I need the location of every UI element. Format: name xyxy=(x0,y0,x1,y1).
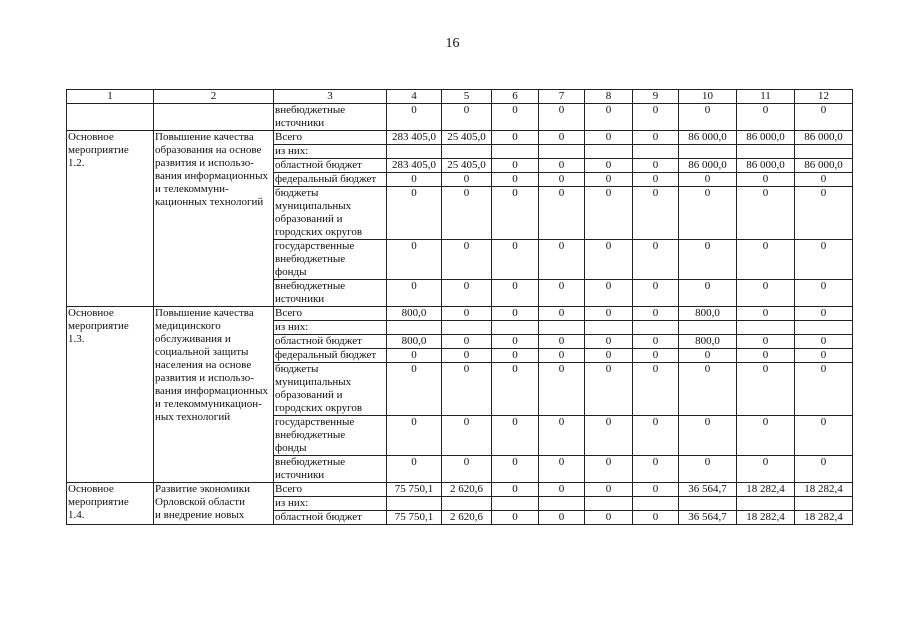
value-cell xyxy=(492,145,539,159)
value-cell xyxy=(492,497,539,511)
value-cell: 0 xyxy=(737,335,795,349)
value-cell: 0 xyxy=(633,363,679,416)
value-cell: 0 xyxy=(633,511,679,525)
value-cell: 0 xyxy=(633,240,679,280)
source-cell: из них: xyxy=(274,145,387,159)
value-cell xyxy=(442,145,492,159)
value-cell: 0 xyxy=(633,280,679,307)
activity-cell: Основное мероприятие 1.2. xyxy=(67,131,154,307)
value-cell: 0 xyxy=(633,307,679,321)
value-cell: 0 xyxy=(679,240,737,280)
value-cell: 0 xyxy=(539,131,585,145)
value-cell: 0 xyxy=(795,456,853,483)
value-cell: 0 xyxy=(633,187,679,240)
value-cell: 0 xyxy=(737,173,795,187)
value-cell: 0 xyxy=(795,416,853,456)
description-cell: Повышение качества образования на основе развития и использо- вания информационных и телекоммуни- кационных технологий xyxy=(154,131,274,307)
value-cell: 86 000,0 xyxy=(679,159,737,173)
value-cell xyxy=(737,497,795,511)
value-cell: 86 000,0 xyxy=(737,131,795,145)
value-cell: 0 xyxy=(539,335,585,349)
value-cell: 0 xyxy=(633,416,679,456)
value-cell xyxy=(442,497,492,511)
value-cell: 0 xyxy=(539,173,585,187)
value-cell: 0 xyxy=(585,416,633,456)
value-cell xyxy=(679,321,737,335)
source-cell: федеральный бюджет xyxy=(274,173,387,187)
value-cell xyxy=(633,497,679,511)
description-cell: Развитие экономики Орловской области и внедрение новых xyxy=(154,483,274,525)
source-cell: областной бюджет xyxy=(274,335,387,349)
header-cell: 2 xyxy=(154,90,274,104)
header-row xyxy=(67,90,853,104)
source-cell: из них: xyxy=(274,497,387,511)
value-cell: 0 xyxy=(737,280,795,307)
value-cell: 18 282,4 xyxy=(795,511,853,525)
value-cell: 0 xyxy=(442,307,492,321)
value-cell: 0 xyxy=(492,159,539,173)
value-cell xyxy=(795,145,853,159)
table-row xyxy=(67,483,853,497)
value-cell: 0 xyxy=(442,456,492,483)
source-cell: внебюджетные источники xyxy=(274,104,387,131)
source-cell: Всего xyxy=(274,307,387,321)
value-cell: 75 750,1 xyxy=(387,483,442,497)
description-cell xyxy=(154,104,274,131)
value-cell: 36 564,7 xyxy=(679,483,737,497)
value-cell: 86 000,0 xyxy=(795,159,853,173)
header-cell: 10 xyxy=(679,90,737,104)
value-cell xyxy=(539,145,585,159)
value-cell: 2 620,6 xyxy=(442,511,492,525)
header-cell: 5 xyxy=(442,90,492,104)
header-cell: 4 xyxy=(387,90,442,104)
source-cell: бюджеты муниципальных образований и городских округов xyxy=(274,363,387,416)
value-cell: 800,0 xyxy=(679,307,737,321)
header-cell: 8 xyxy=(585,90,633,104)
header-cell: 11 xyxy=(737,90,795,104)
value-cell: 0 xyxy=(492,349,539,363)
value-cell: 0 xyxy=(585,307,633,321)
value-cell: 0 xyxy=(737,416,795,456)
value-cell: 0 xyxy=(585,240,633,280)
header-cell: 6 xyxy=(492,90,539,104)
value-cell: 0 xyxy=(492,363,539,416)
value-cell: 0 xyxy=(737,187,795,240)
activity-cell xyxy=(67,104,154,131)
table-row xyxy=(67,131,853,145)
value-cell: 0 xyxy=(795,104,853,131)
value-cell xyxy=(585,145,633,159)
value-cell: 0 xyxy=(737,307,795,321)
value-cell xyxy=(679,497,737,511)
value-cell: 0 xyxy=(387,456,442,483)
value-cell: 0 xyxy=(442,240,492,280)
table-row xyxy=(67,307,853,321)
page-number: 16 xyxy=(445,36,460,51)
value-cell: 0 xyxy=(492,187,539,240)
source-cell: из них: xyxy=(274,321,387,335)
value-cell: 0 xyxy=(387,280,442,307)
source-cell: Всего xyxy=(274,131,387,145)
value-cell: 0 xyxy=(679,173,737,187)
value-cell: 0 xyxy=(387,187,442,240)
value-cell: 0 xyxy=(539,416,585,456)
source-cell: Всего xyxy=(274,483,387,497)
value-cell: 0 xyxy=(442,104,492,131)
source-cell: федеральный бюджет xyxy=(274,349,387,363)
value-cell xyxy=(679,145,737,159)
source-cell: государственные внебюджетные фонды xyxy=(274,416,387,456)
value-cell: 18 282,4 xyxy=(795,483,853,497)
value-cell: 0 xyxy=(633,159,679,173)
value-cell: 0 xyxy=(492,307,539,321)
activity-cell: Основное мероприятие 1.3. xyxy=(67,307,154,483)
value-cell: 0 xyxy=(387,363,442,416)
value-cell: 0 xyxy=(585,363,633,416)
value-cell: 0 xyxy=(633,483,679,497)
value-cell: 0 xyxy=(442,173,492,187)
value-cell: 0 xyxy=(679,187,737,240)
value-cell xyxy=(585,497,633,511)
value-cell: 0 xyxy=(492,173,539,187)
value-cell: 283 405,0 xyxy=(387,131,442,145)
value-cell: 0 xyxy=(679,416,737,456)
value-cell xyxy=(633,321,679,335)
value-cell: 0 xyxy=(795,240,853,280)
value-cell: 2 620,6 xyxy=(442,483,492,497)
value-cell: 86 000,0 xyxy=(679,131,737,145)
value-cell xyxy=(442,321,492,335)
value-cell: 0 xyxy=(492,511,539,525)
value-cell: 0 xyxy=(633,173,679,187)
value-cell: 0 xyxy=(492,456,539,483)
value-cell: 0 xyxy=(737,456,795,483)
source-cell: внебюджетные источники xyxy=(274,280,387,307)
value-cell: 0 xyxy=(679,104,737,131)
value-cell xyxy=(387,497,442,511)
value-cell: 0 xyxy=(539,187,585,240)
budget-table xyxy=(66,89,853,525)
value-cell xyxy=(737,145,795,159)
value-cell: 0 xyxy=(585,280,633,307)
value-cell: 0 xyxy=(492,416,539,456)
value-cell: 25 405,0 xyxy=(442,131,492,145)
value-cell: 0 xyxy=(633,131,679,145)
value-cell xyxy=(539,321,585,335)
value-cell: 0 xyxy=(795,349,853,363)
value-cell: 0 xyxy=(633,104,679,131)
value-cell: 0 xyxy=(492,131,539,145)
source-cell: бюджеты муниципальных образований и городских округов xyxy=(274,187,387,240)
value-cell xyxy=(795,321,853,335)
value-cell: 0 xyxy=(795,363,853,416)
value-cell: 0 xyxy=(442,363,492,416)
value-cell xyxy=(633,145,679,159)
value-cell: 0 xyxy=(585,104,633,131)
value-cell xyxy=(492,321,539,335)
value-cell: 0 xyxy=(539,240,585,280)
value-cell: 0 xyxy=(492,240,539,280)
header-cell: 3 xyxy=(274,90,387,104)
value-cell: 0 xyxy=(387,349,442,363)
value-cell: 0 xyxy=(795,173,853,187)
source-cell: областной бюджет xyxy=(274,511,387,525)
value-cell xyxy=(539,497,585,511)
value-cell: 0 xyxy=(539,511,585,525)
value-cell: 0 xyxy=(737,363,795,416)
header-cell: 1 xyxy=(67,90,154,104)
value-cell: 0 xyxy=(539,307,585,321)
source-cell: внебюджетные источники xyxy=(274,456,387,483)
value-cell: 0 xyxy=(585,456,633,483)
value-cell: 0 xyxy=(679,280,737,307)
value-cell: 0 xyxy=(585,483,633,497)
value-cell: 25 405,0 xyxy=(442,159,492,173)
value-cell: 0 xyxy=(633,335,679,349)
value-cell: 800,0 xyxy=(679,335,737,349)
value-cell: 0 xyxy=(539,104,585,131)
source-cell: областной бюджет xyxy=(274,159,387,173)
value-cell: 0 xyxy=(633,349,679,363)
value-cell: 0 xyxy=(492,280,539,307)
header-cell: 12 xyxy=(795,90,853,104)
value-cell: 800,0 xyxy=(387,335,442,349)
value-cell: 0 xyxy=(679,456,737,483)
value-cell: 0 xyxy=(585,187,633,240)
value-cell: 75 750,1 xyxy=(387,511,442,525)
value-cell: 18 282,4 xyxy=(737,511,795,525)
value-cell: 0 xyxy=(795,335,853,349)
value-cell: 0 xyxy=(795,280,853,307)
value-cell: 36 564,7 xyxy=(679,511,737,525)
header-cell: 9 xyxy=(633,90,679,104)
table-row xyxy=(67,104,853,131)
value-cell: 0 xyxy=(387,416,442,456)
value-cell: 0 xyxy=(585,511,633,525)
value-cell: 18 282,4 xyxy=(737,483,795,497)
value-cell: 0 xyxy=(442,349,492,363)
header-cell: 7 xyxy=(539,90,585,104)
value-cell: 0 xyxy=(539,483,585,497)
value-cell: 0 xyxy=(585,173,633,187)
value-cell: 0 xyxy=(442,280,492,307)
description-cell: Повышение качества медицинского обслуживания и социальной защиты населения на основе развития и использо- вания информационных и телекоммуникацион- ных технологий xyxy=(154,307,274,483)
value-cell: 0 xyxy=(737,349,795,363)
value-cell: 0 xyxy=(795,307,853,321)
value-cell xyxy=(737,321,795,335)
value-cell: 0 xyxy=(442,416,492,456)
source-cell: государственные внебюджетные фонды xyxy=(274,240,387,280)
value-cell: 0 xyxy=(539,159,585,173)
value-cell: 0 xyxy=(585,335,633,349)
value-cell xyxy=(585,321,633,335)
value-cell: 0 xyxy=(539,363,585,416)
value-cell: 0 xyxy=(492,483,539,497)
value-cell: 0 xyxy=(539,349,585,363)
value-cell: 283 405,0 xyxy=(387,159,442,173)
value-cell: 0 xyxy=(633,456,679,483)
value-cell: 0 xyxy=(442,187,492,240)
value-cell: 0 xyxy=(679,363,737,416)
value-cell: 800,0 xyxy=(387,307,442,321)
value-cell: 0 xyxy=(679,349,737,363)
value-cell: 0 xyxy=(387,240,442,280)
value-cell: 0 xyxy=(492,104,539,131)
activity-cell: Основное мероприятие 1.4. xyxy=(67,483,154,525)
value-cell: 0 xyxy=(539,280,585,307)
value-cell: 0 xyxy=(387,173,442,187)
value-cell: 86 000,0 xyxy=(795,131,853,145)
value-cell: 0 xyxy=(539,456,585,483)
value-cell: 0 xyxy=(737,104,795,131)
value-cell: 0 xyxy=(585,131,633,145)
value-cell xyxy=(387,321,442,335)
value-cell: 0 xyxy=(585,159,633,173)
value-cell xyxy=(795,497,853,511)
value-cell xyxy=(387,145,442,159)
value-cell: 0 xyxy=(737,240,795,280)
value-cell: 0 xyxy=(585,349,633,363)
value-cell: 0 xyxy=(795,187,853,240)
value-cell: 86 000,0 xyxy=(737,159,795,173)
value-cell: 0 xyxy=(442,335,492,349)
value-cell: 0 xyxy=(492,335,539,349)
value-cell: 0 xyxy=(387,104,442,131)
